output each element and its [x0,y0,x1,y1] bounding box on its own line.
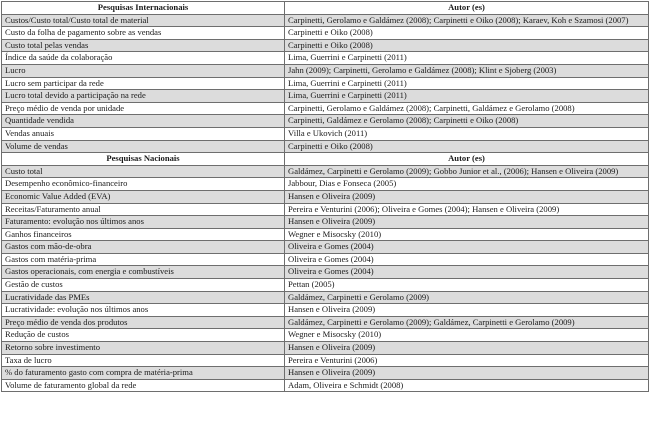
international-row [2,27,649,40]
national-row [2,216,649,229]
international-topic-header: Pesquisas Internacionais [2,2,285,15]
international-authors-header: Autor (es) [285,2,649,15]
international-topic-cell: Lucro [2,64,285,77]
national-authors-cell: Hansen e Oliveira (2009) [285,342,649,355]
national-authors-cell: Galdámez, Carpinetti e Gerolamo (2009); Gobbo Junior et al., (2006); Hansen e Oliveira (2009) [285,165,649,178]
national-topic-cell: Ganhos financeiros [2,228,285,241]
national-row [2,228,649,241]
national-row [2,203,649,216]
national-topic-cell: Preço médio de venda dos produtos [2,316,285,329]
national-authors-cell: Pettan (2005) [285,279,649,292]
national-row [2,279,649,292]
national-authors-cell: Wegner e Misocsky (2010) [285,228,649,241]
international-authors-cell: Carpinetti, Gerolamo e Galdámez (2008); Carpinetti e Oiko (2008); Karaev, Koh e Szamosi (2007) [285,14,649,27]
national-authors-cell: Adam, Oliveira e Schmidt (2008) [285,379,649,392]
national-row [2,241,649,254]
international-header-row [2,2,649,15]
national-row [2,291,649,304]
national-authors-cell: Galdámez, Carpinetti e Gerolamo (2009); Galdámez, Carpinetti e Gerolamo (2009) [285,316,649,329]
international-topic-cell: Vendas anuais [2,127,285,140]
national-topic-cell: Gastos operacionais, com energia e combustíveis [2,266,285,279]
national-row [2,304,649,317]
international-row [2,102,649,115]
national-authors-cell: Pereira e Venturini (2006); Oliveira e Gomes (2004); Hansen e Oliveira (2009) [285,203,649,216]
national-row [2,379,649,392]
international-authors-cell: Carpinetti e Oiko (2008) [285,140,649,153]
national-topic-cell: Custo total [2,165,285,178]
national-topic-header: Pesquisas Nacionais [2,153,285,166]
national-authors-cell: Oliveira e Gomes (2004) [285,241,649,254]
national-topic-cell: Economic Value Added (EVA) [2,190,285,203]
international-authors-cell: Lima, Guerrini e Carpinetti (2011) [285,77,649,90]
international-authors-cell: Carpinetti, Galdámez e Gerolamo (2008); Carpinetti e Oiko (2008) [285,115,649,128]
national-authors-cell: Oliveira e Gomes (2004) [285,253,649,266]
national-row [2,367,649,380]
national-row [2,316,649,329]
international-topic-cell: Custos/Custo total/Custo total de material [2,14,285,27]
national-topic-cell: Gastos com mão-de-obra [2,241,285,254]
international-row [2,52,649,65]
national-row [2,190,649,203]
national-authors-cell: Jabbour, Dias e Fonseca (2005) [285,178,649,191]
national-row [2,329,649,342]
national-topic-cell: Lucratividade: evolução nos últimos anos [2,304,285,317]
national-authors-cell: Hansen e Oliveira (2009) [285,216,649,229]
international-topic-cell: Preço médio de venda por unidade [2,102,285,115]
national-row [2,354,649,367]
national-authors-cell: Hansen e Oliveira (2009) [285,190,649,203]
international-authors-cell: Carpinetti e Oiko (2008) [285,39,649,52]
national-row [2,342,649,355]
national-topic-cell: Receitas/Faturamento anual [2,203,285,216]
national-row [2,253,649,266]
national-topic-cell: Lucratividade das PMEs [2,291,285,304]
national-authors-cell: Hansen e Oliveira (2009) [285,367,649,380]
national-authors-cell: Galdámez, Carpinetti e Gerolamo (2009) [285,291,649,304]
international-row [2,127,649,140]
international-topic-cell: Volume de vendas [2,140,285,153]
national-topic-cell: Gestão de custos [2,279,285,292]
national-authors-header: Autor (es) [285,153,649,166]
national-topic-cell: % do faturamento gasto com compra de matéria-prima [2,367,285,380]
national-authors-cell: Wegner e Misocsky (2010) [285,329,649,342]
national-topic-cell: Taxa de lucro [2,354,285,367]
international-authors-cell: Carpinetti e Oiko (2008) [285,27,649,40]
international-topic-cell: Lucro sem participar da rede [2,77,285,90]
international-topic-cell: Lucro total devido a participação na rede [2,90,285,103]
indicators-table-sheet [1,1,648,392]
international-topic-cell: Índice da saúde da colaboração [2,52,285,65]
international-row [2,77,649,90]
national-topic-cell: Volume de faturamento global da rede [2,379,285,392]
international-row [2,64,649,77]
national-topic-cell: Retorno sobre investimento [2,342,285,355]
national-topic-cell: Desempenho econômico-financeiro [2,178,285,191]
international-authors-cell: Lima, Guerrini e Carpinetti (2011) [285,90,649,103]
international-topic-cell: Custo da folha de pagamento sobre as vendas [2,27,285,40]
international-row [2,140,649,153]
international-authors-cell: Villa e Ukovich (2011) [285,127,649,140]
national-authors-cell: Pereira e Venturini (2006) [285,354,649,367]
international-row [2,39,649,52]
national-section [2,153,649,392]
national-header-row [2,153,649,166]
national-topic-cell: Redução de custos [2,329,285,342]
international-row [2,115,649,128]
international-authors-cell: Jahn (2009); Carpinetti, Gerolamo e Galdámez (2008); Klint e Sjoberg (2003) [285,64,649,77]
national-row [2,165,649,178]
national-row [2,266,649,279]
national-row [2,178,649,191]
international-topic-cell: Quantidade vendida [2,115,285,128]
international-section [2,2,649,153]
national-topic-cell: Gastos com matéria-prima [2,253,285,266]
national-authors-cell: Hansen e Oliveira (2009) [285,304,649,317]
international-authors-cell: Lima, Guerrini e Carpinetti (2011) [285,52,649,65]
international-row [2,14,649,27]
international-topic-cell: Custo total pelas vendas [2,39,285,52]
international-row [2,90,649,103]
national-authors-cell: Oliveira e Gomes (2004) [285,266,649,279]
indicators-table [1,1,649,392]
national-topic-cell: Faturamento: evolução nos últimos anos [2,216,285,229]
international-authors-cell: Carpinetti, Gerolamo e Galdámez (2008); Carpinetti, Galdámez e Gerolamo (2008) [285,102,649,115]
